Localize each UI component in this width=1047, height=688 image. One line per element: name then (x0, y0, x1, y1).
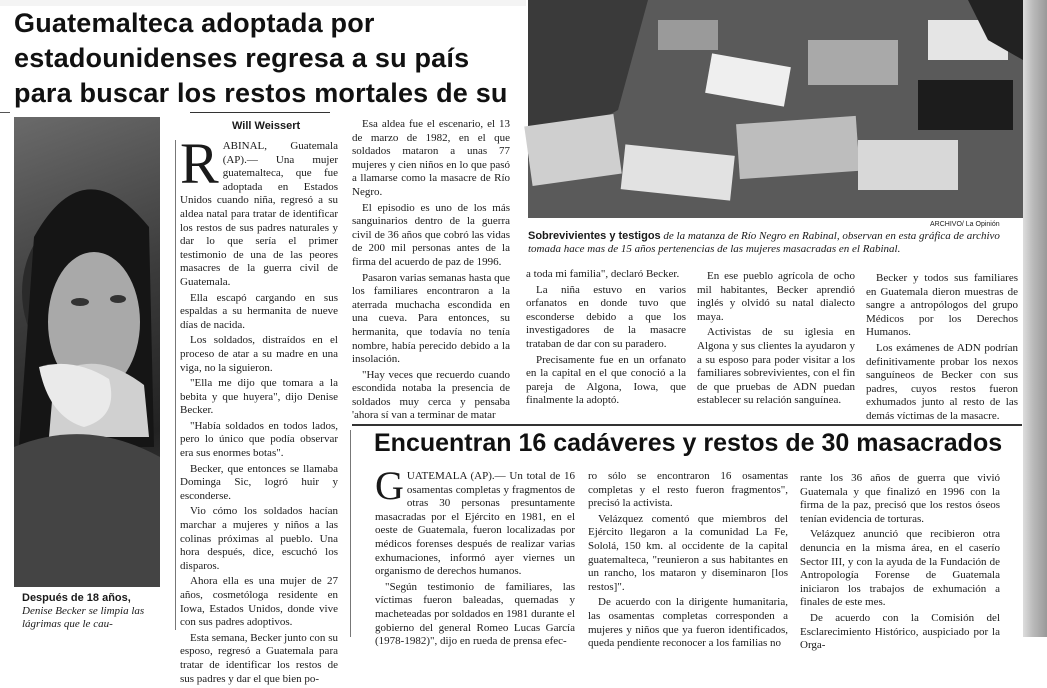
second-headline: Encuentran 16 cadáveres y restos de 30 masacrados (374, 429, 1003, 457)
paragraph: Velázquez comentó que miembros del Ejército llegaron a la comunidad La Fe, Sololá, 150 km. al occidente de la capital guatemalteca, "reunieron a sus habitantes en un rancho, los mataron y diseminaron [los restos]". (588, 512, 788, 593)
caption-text: de la matanza de Río Negro en Rabinal, observan en esta gráfica de archivo tomada hace mas de 15 años pertenencias de las mujeres masacradas en el Rabinal. (528, 230, 1000, 256)
article-column-5 (866, 272, 1018, 426)
paragraph: El episodio es uno de los más sanguinarios dentro de la guerra civil de 36 años que cobró las vidas de 200 mil personas antes de la firma del acuerdo de paz de 1996. (352, 201, 510, 268)
paragraph: ro sólo se encontraron 16 osamentas completas y el resto fueron fragmentos", precisó la activista. (588, 470, 788, 510)
article-column-3 (526, 268, 686, 410)
paragraph: La niña estuvo en varios orfanatos en donde tuvo que esconderse debido a que los investigadores de la masacre trataban de dar con su paradero. (526, 283, 686, 350)
section-rule (352, 424, 1022, 426)
byline-rule (190, 112, 330, 113)
drop-cap: G (375, 463, 404, 508)
paragraph-text: ABINAL, Guatemala (AP).— Una mujer guatemalteca, que fue adoptada en Estados Unidos cuando niña, regresó a su aldea natal para tratar de identificar los restos de sus padres naturales y dar lo que sería el primer testimonio de una de las peores masacres de la guerra civil de Guatemala. (180, 140, 338, 288)
article-column-1 (180, 131, 338, 688)
paragraph: Ahora ella es una mujer de 27 años, cosmetóloga residente en Iowa, Estados Unidos, donde vive con sus padres adoptivos. (180, 575, 338, 629)
paragraph: Ella escapó cargando en sus espaldas a su hermanita de nueve días de nacida. (180, 291, 338, 331)
paragraph: Pasaron varias semanas hasta que los familiares encontraron a la aterrada muchacha escondida en una cueva. Para entonces, su hermanita, que todavía no tenía nombre, había perecido debido a la insolación. (352, 271, 510, 366)
paragraph: "Según testimonio de familiares, las víctimas fueron baleadas, quemadas y macheteadas por soldados en 1981 durante el gobierno del general Romeo Lucas García (1978-1982)", dijo en rueda de prensa efec- (375, 580, 575, 648)
portrait-caption-lead: Después de 18 años, (22, 592, 131, 604)
article-column-2 (352, 118, 510, 425)
page-edge-shadow (1023, 0, 1047, 637)
column-rule (350, 430, 351, 637)
second-article-column-1 (375, 463, 575, 651)
archive-photo (528, 0, 1023, 218)
byline: Will Weissert (232, 120, 301, 132)
photo-credit: ARCHIVO/ La Opinión (930, 221, 1000, 228)
second-article-column-2 (588, 470, 788, 653)
paragraph: Precisamente fue en un orfanato en la capital en el que conoció a la pareja de Algona, Iowa, que finalmente la adoptó. (526, 353, 686, 407)
paragraph: Los soldados, distraídos en el proceso de atar a su madre en una viga, no la siguieron. (180, 334, 338, 374)
paragraph: De acuerdo con la dirigente humanitaria, las osamentas completas corresponden a mujeres y niños que ya fueron identificados, queda pendiente reconocer a los familias no (588, 596, 788, 650)
paragraph: Esta semana, Becker junto con su esposo, regresó a Guatemala para tratar de identificar los restos de sus padres y dar el que bien po- (180, 631, 338, 685)
archive-photo-caption (528, 230, 1025, 257)
paragraph (375, 463, 575, 579)
second-article-column-3 (800, 472, 1000, 655)
column-rule (175, 140, 176, 630)
paragraph: En ese pueblo agrícola de ocho mil habitantes, Becker aprendió inglés y olvidó su natal dialecto maya. (697, 270, 855, 323)
paragraph: Becker, que entonces se llamaba Dominga Sic, logró huir y esconderse. (180, 462, 338, 502)
divider (0, 112, 10, 113)
paragraph: Becker y todos sus familiares en Guatemala dieron muestras de sangre a antropólogos del grupo Médicos por los Derechos Humanos. (866, 272, 1018, 339)
drop-cap: R (180, 131, 219, 196)
article-column-4 (697, 270, 855, 410)
portrait-photo (14, 117, 160, 587)
caption-lead: Sobrevivientes y testigos (528, 230, 661, 242)
paragraph: Activistas de su iglesia en Algona y sus clientes la ayudaron y a su esposo para poder visitar a los familiares sobrevivientes, con el fin de que pruebas de ADN puedan establecer su relación sanguínea. (697, 326, 855, 407)
paragraph: De acuerdo con la Comisión del Esclarecimiento Histórico, auspiciado por la Orga- (800, 611, 1000, 652)
main-headline: Guatemalteca adoptada por estadounidenses regresa a su país para buscar los restos mortales de su (14, 8, 508, 108)
paragraph: Velázquez anunció que recibieron otra denuncia en la misma área, en el caserío Sector III, y con la ayuda de la Fundación de Antropología Forense de Guatemala iniciaron los trabajos de exhumación a finales de este mes. (800, 528, 1000, 609)
paragraph: a toda mi familia", declaró Becker. (526, 268, 680, 280)
paragraph: "Ella me dijo que tomara a la bebita y que huyera", dijo Denise Becker. (180, 377, 338, 417)
archive-photo-art (528, 0, 1023, 218)
paragraph-text: UATEMALA (AP).— Un total de 16 osamentas completas y fragmentos de otras 30 personas presuntamente masacradas por el Ejército en 1981, en el oeste de Guatemala, fueron localizadas por médicos forenses después de realizar varias exhumaciones, informó ayer viernes un organismo de derechos humanos. (375, 470, 575, 578)
paragraph (180, 131, 338, 290)
paragraph: rante los 36 años de guerra que vivió Guatemala y que finalizó en 1996 con la firma de la paz, precisó que los restos óseos tenían evidencia de torturas. (800, 472, 1000, 525)
paragraph: "Había soldados en todos lados, pero lo único que podía observar era sus enormes botas". (180, 419, 338, 460)
paragraph: Los exámenes de ADN podrían definitivamente probar los nexos sanguíneos de Becker con sus padres, cuyos restos fueron exhumados junto al resto de las demás víctimas de la masacre. (866, 341, 1018, 422)
paragraph: Vio cómo los soldados hacían marchar a mujeres y niños a las colinas próximas al pueblo. Una hora después, dice, escuchó los disparos. (180, 505, 338, 572)
portrait-photo-art (14, 117, 160, 587)
portrait-caption (22, 592, 160, 631)
portrait-caption-text: Denise Becker se limpia las lágrimas que le cau- (22, 605, 145, 630)
paragraph: Esa aldea fue el escenario, el 13 de marzo de 1982, en el que soldados mataron a unas 77 mujeres y cien niños en lo que pasó a llamarse como la masacre de Río Negro. (352, 118, 510, 198)
paragraph: "Hay veces que recuerdo cuando escondida notaba la presencia de soldados muy cerca y pensaba 'ahora sí van a terminar de matar (352, 368, 510, 422)
